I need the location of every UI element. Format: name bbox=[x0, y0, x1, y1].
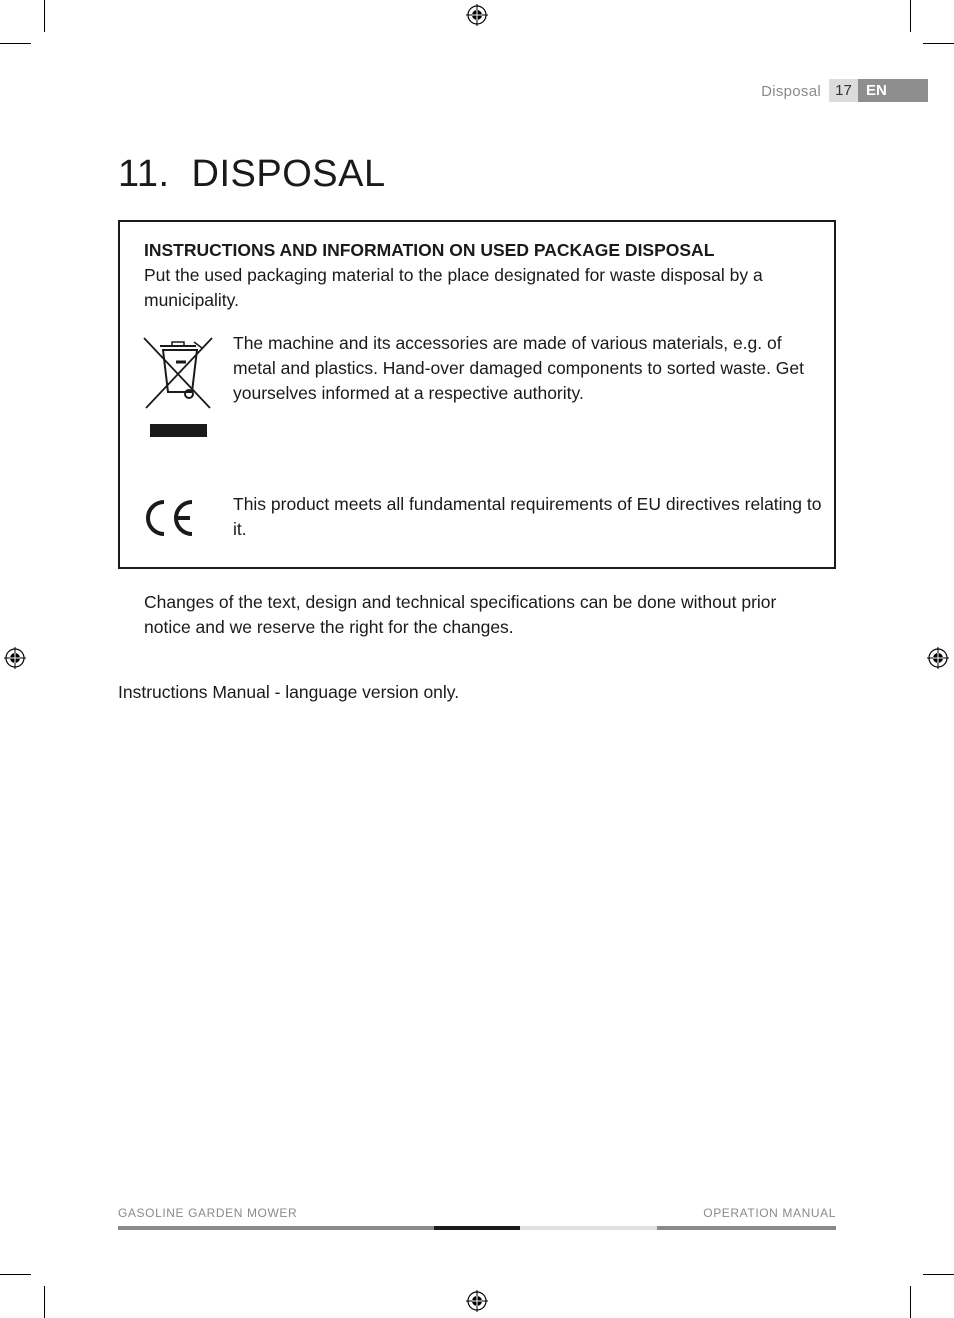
footer-rule bbox=[520, 1226, 657, 1230]
footer-product-name: GASOLINE GARDEN MOWER bbox=[118, 1206, 298, 1220]
ce-conformity-text: This product meets all fundamental requirements of EU directives relating to it. bbox=[233, 494, 822, 539]
chapter-title-text: DISPOSAL bbox=[191, 153, 386, 195]
footer-rule bbox=[657, 1226, 836, 1230]
registration-mark-icon bbox=[927, 647, 949, 669]
registration-mark-icon bbox=[466, 4, 488, 26]
registration-mark-icon bbox=[466, 1290, 488, 1312]
crop-mark bbox=[44, 1286, 45, 1318]
changes-notice: Changes of the text, design and technical specifications can be done without prior notice and we reserve the right for the changes. bbox=[144, 592, 777, 637]
crop-mark bbox=[44, 0, 45, 32]
page-number: 17 bbox=[829, 79, 858, 102]
language-version-note: Instructions Manual - language version only. bbox=[118, 682, 460, 702]
footer-rule bbox=[118, 1226, 434, 1230]
crop-mark bbox=[923, 43, 954, 44]
chapter-title bbox=[118, 150, 386, 198]
crop-mark bbox=[923, 1274, 954, 1275]
crop-mark bbox=[0, 1274, 31, 1275]
footer-rule bbox=[434, 1226, 520, 1230]
packaging-disposal-text: Put the used packaging material to the place designated for waste disposal by a municipality. bbox=[144, 265, 763, 310]
weee-text: The machine and its accessories are made of various materials, e.g. of metal and plastics. Hand-over damaged components to sorted waste. Get yourselves informed at a respective authority. bbox=[233, 333, 804, 403]
ce-mark-icon bbox=[142, 496, 196, 538]
chapter-number: 11. bbox=[118, 153, 170, 195]
crossed-out-wheelie-bin-icon bbox=[140, 334, 220, 440]
crop-mark bbox=[910, 1286, 911, 1318]
header-section-label: Disposal bbox=[761, 83, 821, 100]
crop-mark bbox=[910, 0, 911, 32]
registration-mark-icon bbox=[4, 647, 26, 669]
language-tab: EN bbox=[858, 79, 928, 102]
crop-mark bbox=[0, 43, 31, 44]
box-heading: INSTRUCTIONS AND INFORMATION ON USED PACKAGE DISPOSAL bbox=[144, 240, 715, 260]
footer-document-type: OPERATION MANUAL bbox=[703, 1206, 836, 1220]
